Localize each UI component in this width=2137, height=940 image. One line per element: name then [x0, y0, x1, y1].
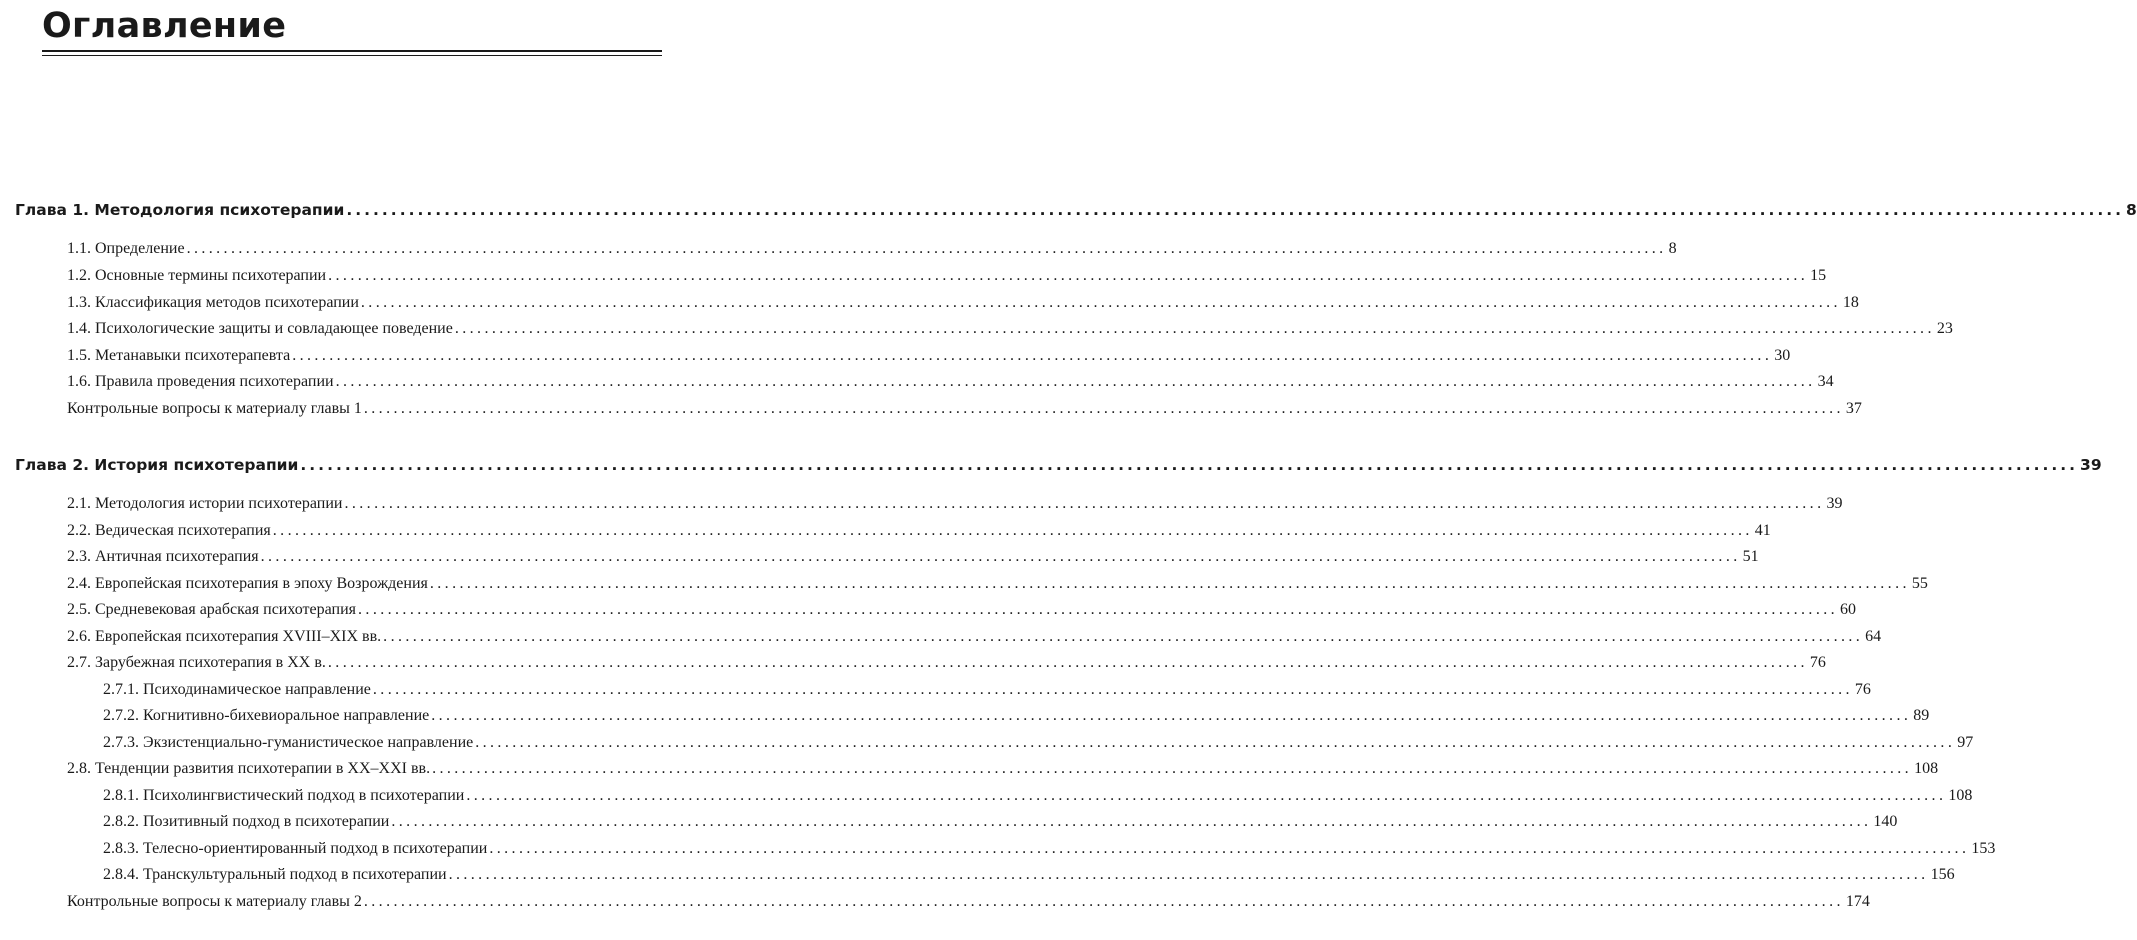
toc-page-number: 156 [1930, 866, 1955, 883]
toc-dot-leader: ........................................................................................................................................................................................................ [344, 495, 1825, 512]
toc-page-number: 89 [1913, 707, 1930, 724]
toc-dot-leader: ........................................................................................................................................................................................................ [358, 601, 1839, 618]
toc-page-number: 8 [1668, 240, 1677, 257]
toc-section-entry [67, 267, 1827, 291]
toc-dot-leader: ........................................................................................................................................................................................................ [335, 373, 1816, 390]
toc-dot-leader: ........................................................................................................................................................................................................ [475, 734, 1956, 751]
toc-section-entry [67, 294, 1859, 318]
toc-dot-leader: ........................................................................................................................................................................................................ [372, 681, 1853, 698]
toc-entry-title: 1.4. Психологические защиты и совладающее поведение [67, 320, 453, 337]
toc-chapter-entry [15, 201, 2137, 225]
toc-entry-title: 2.1. Методология истории психотерапии [67, 495, 343, 512]
toc-page-number: 97 [1957, 734, 1974, 751]
toc-entry-title: 1.1. Определение [67, 240, 185, 257]
toc-dot-leader: ........................................................................................................................................................................................................ [454, 320, 1935, 337]
toc-section-entry [67, 575, 1928, 599]
toc-dot-leader: ........................................................................................................................................................................................................ [360, 294, 1841, 311]
toc-page-number: 15 [1810, 267, 1827, 284]
toc-chapter-entry [15, 456, 2102, 480]
toc-section-entry [67, 628, 1882, 652]
toc-page-number: 108 [1914, 760, 1939, 777]
toc-entry-title: 2.4. Европейская психотерапия в эпоху Возрождения [67, 575, 428, 592]
toc-dot-leader: ........................................................................................................................................................................................................ [328, 267, 1809, 284]
toc-page-number: 140 [1873, 813, 1898, 830]
toc-entry-title: 2.8.2. Позитивный подход в психотерапии [103, 813, 390, 830]
toc-page-number: 18 [1842, 294, 1859, 311]
toc-subsection-entry [103, 813, 1898, 837]
toc-section-entry [67, 548, 1759, 572]
toc-entry-title: 2.8.4. Транскультуральный подход в психотерапии [103, 866, 447, 883]
toc-dot-leader: ........................................................................................................................................................................................................ [260, 548, 1741, 565]
toc-entry-title: 2.6. Европейская психотерапия XVIII–XIX вв. [67, 628, 382, 645]
toc-entry-title: 1.2. Основные термины психотерапии [67, 267, 327, 284]
toc-entry-title: 2.5. Средневековая арабская психотерапия [67, 601, 357, 618]
toc-section-entry [67, 347, 1791, 371]
toc-entry-title: Контрольные вопросы к материалу главы 1 [67, 400, 362, 417]
toc-section-entry [67, 654, 1826, 678]
toc-section-entry [67, 760, 1939, 784]
toc-dot-leader: ........................................................................................................................................................................................................ [431, 707, 1912, 724]
toc-dot-leader: ........................................................................................................................................................................................................ [363, 400, 1844, 417]
toc-subsection-entry [103, 734, 1974, 758]
toc-section-entry [67, 373, 1834, 397]
toc-entry-title: Глава 1. Методология психотерапии [15, 201, 345, 219]
toc-section-entry [67, 601, 1857, 625]
toc-entry-title: 2.2. Ведическая психотерапия [67, 522, 271, 539]
toc-subsection-entry [103, 866, 1955, 890]
toc-page-number: 37 [1845, 400, 1862, 417]
toc-page-number: 174 [1845, 893, 1870, 910]
toc-page-number: 23 [1936, 320, 1953, 337]
title-rule-thick [42, 50, 662, 52]
toc-entry-title: 2.8.1. Психолингвистический подход в психотерапии [103, 787, 465, 804]
toc-subsection-entry [103, 707, 1930, 731]
toc-entry-title: 2.7.2. Когнитивно-бихевиоральное направление [103, 707, 430, 724]
toc-section-entry [67, 495, 1843, 519]
toc-page-number: 153 [1971, 840, 1996, 857]
toc-page-number: 39 [2080, 456, 2102, 474]
toc-dot-leader: ........................................................................................................................................................................................................ [292, 347, 1773, 364]
toc-dot-leader: ........................................................................................................................................................................................................ [489, 840, 1970, 857]
toc-dot-leader: ........................................................................................................................................................................................................ [272, 522, 1753, 539]
toc-page-number: 76 [1809, 654, 1826, 671]
title-rule-thin [42, 55, 662, 56]
toc-entry-title: 2.8. Тенденции развития психотерапии в XX–XXI вв. [67, 760, 431, 777]
toc-page-number: 41 [1754, 522, 1771, 539]
toc-entry-title: 2.7. Зарубежная психотерапия в XX в. [67, 654, 326, 671]
toc-entry-title: 2.3. Античная психотерапия [67, 548, 259, 565]
toc-page-number: 51 [1742, 548, 1759, 565]
toc-page-number: 8 [2126, 201, 2137, 219]
toc-dot-leader: ........................................................................................................................................................................................................ [432, 760, 1913, 777]
toc-page-number: 39 [1826, 495, 1843, 512]
toc-entry-title: 1.5. Метанавыки психотерапевта [67, 347, 291, 364]
toc-entry-title: 2.7.1. Психодинамическое направление [103, 681, 371, 698]
toc-section-entry [67, 522, 1771, 546]
toc-subsection-entry [103, 787, 1973, 811]
toc-page-number: 30 [1774, 347, 1791, 364]
toc-entry-title: 2.8.3. Телесно-ориентированный подход в психотерапии [103, 840, 488, 857]
toc-entry-title: 1.3. Классификация методов психотерапии [67, 294, 359, 311]
toc-dot-leader: ........................................................................................................................................................................................................ [186, 240, 1667, 257]
toc-entry-title: Контрольные вопросы к материалу главы 2 [67, 893, 362, 910]
toc-entry-title: 2.7.3. Экзистенциально-гуманистическое направление [103, 734, 474, 751]
toc-page-number: 76 [1854, 681, 1871, 698]
toc-dot-leader: ........................................................................................................................................................................................................ [383, 628, 1864, 645]
toc-page-number: 108 [1948, 787, 1973, 804]
toc-dot-leader: ........................................................................................................................................................................................................ [300, 456, 2079, 474]
toc-dot-leader: ........................................................................................................................................................................................................ [346, 201, 2124, 219]
toc-page-number: 60 [1840, 601, 1857, 618]
toc-page-number: 34 [1817, 373, 1834, 390]
toc-page-number: 55 [1911, 575, 1928, 592]
toc-section-entry [67, 320, 1953, 344]
toc-dot-leader: ........................................................................................................................................................................................................ [327, 654, 1808, 671]
toc-dot-leader: ........................................................................................................................................................................................................ [466, 787, 1947, 804]
toc-section-entry [67, 893, 1870, 917]
toc-dot-leader: ........................................................................................................................................................................................................ [448, 866, 1929, 883]
toc-section-entry [67, 400, 1862, 424]
toc-dot-leader: ........................................................................................................................................................................................................ [429, 575, 1910, 592]
toc-entry-title: 1.6. Правила проведения психотерапии [67, 373, 334, 390]
toc-entry-title: Глава 2. История психотерапии [15, 456, 299, 474]
toc-page-number: 64 [1865, 628, 1882, 645]
toc-dot-leader: ........................................................................................................................................................................................................ [391, 813, 1872, 830]
toc-subsection-entry [103, 681, 1871, 705]
toc-subsection-entry [103, 840, 1996, 864]
toc-dot-leader: ........................................................................................................................................................................................................ [363, 893, 1844, 910]
toc-section-entry [67, 240, 1677, 264]
page-title: Оглавление [42, 6, 287, 46]
